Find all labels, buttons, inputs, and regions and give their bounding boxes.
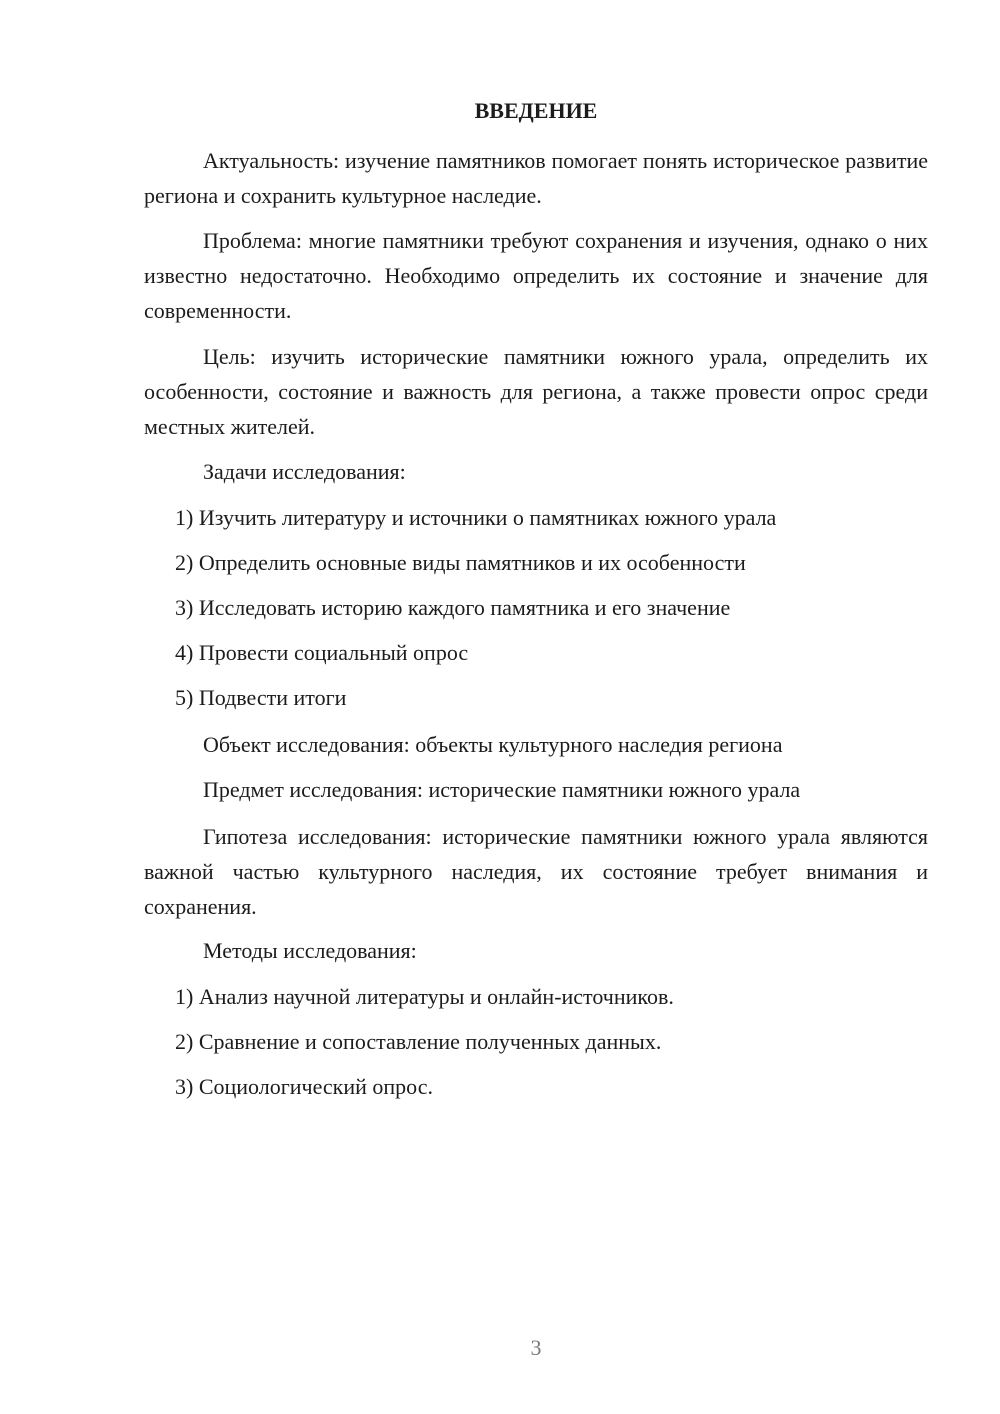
task-item: 4) Провести социальный опрос [175, 640, 469, 665]
tasks-heading: Задачи исследования: [203, 459, 406, 484]
task-item: 2) Определить основные виды памятников и их особенности [175, 550, 746, 575]
relevance-paragraph: Актуальность: изучение памятников помогает понять историческое развитие региона и сохранить культурное наследие. [144, 148, 928, 208]
task-item: 1) Изучить литературу и источники о памятниках южного урала [175, 505, 777, 530]
page-title: ВВЕДЕНИЕ [474, 98, 598, 123]
method-item: 1) Анализ научной литературы и онлайн-источников. [175, 984, 674, 1009]
research-object: Объект исследования: объекты культурного наследия региона [203, 732, 783, 757]
method-item: 2) Сравнение и сопоставление полученных данных. [175, 1029, 662, 1054]
method-item: 3) Социологический опрос. [175, 1074, 433, 1099]
task-item: 3) Исследовать историю каждого памятника и его значение [175, 595, 731, 620]
page-number: 3 [530, 1335, 542, 1360]
research-subject: Предмет исследования: исторические памятники южного урала [203, 777, 801, 802]
methods-heading: Методы исследования: [203, 938, 417, 963]
goal-paragraph: Цель: изучить исторические памятники южного урала, определить их особенности, состояние и важность для региона, а также провести опрос среди местных жителей. [144, 344, 928, 439]
task-item: 5) Подвести итоги [175, 685, 347, 710]
hypothesis-paragraph: Гипотеза исследования: исторические памятники южного урала являются важной частью культурного наследия, их состояние требует внимания и сохранения. [144, 824, 928, 919]
problem-paragraph: Проблема: многие памятники требуют сохранения и изучения, однако о них известно недостаточно. Необходимо определить их состояние и значение для современности. [144, 228, 928, 323]
